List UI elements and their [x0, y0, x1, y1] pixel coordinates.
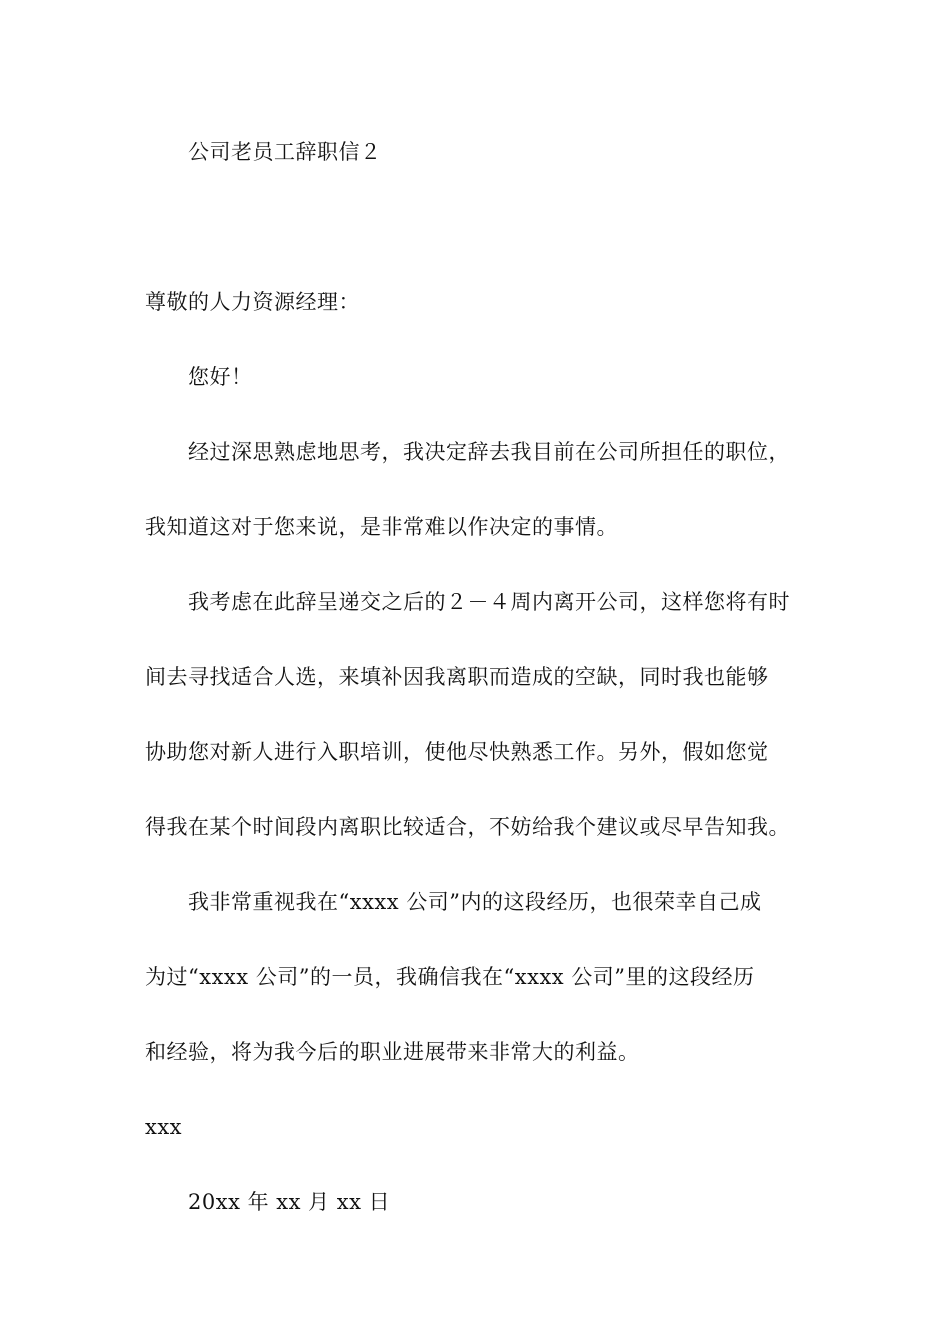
- salutation: 尊敬的人力资源经理：: [145, 290, 360, 314]
- paragraph-3-line-1: 我非常重视我在“xxxx 公司”内的这段经历，也很荣幸自己成: [188, 890, 762, 914]
- signature: xxx: [145, 1115, 183, 1139]
- greeting: 您好！: [188, 365, 253, 389]
- paragraph-1-line-1: 经过深思熟虑地思考，我决定辞去我目前在公司所担任的职位，: [188, 440, 790, 464]
- paragraph-3-line-2: 为过“xxxx 公司”的一员，我确信我在“xxxx 公司”里的这段经历: [145, 965, 755, 989]
- paragraph-3-line-3: 和经验，将为我今后的职业进展带来非常大的利益。: [145, 1040, 640, 1064]
- paragraph-1-line-2: 我知道这对于您来说，是非常难以作决定的事情。: [145, 515, 618, 539]
- date: 20xx 年 xx 月 xx 日: [188, 1190, 391, 1214]
- document-title: 公司老员工辞职信２: [188, 140, 382, 164]
- paragraph-2-line-4: 得我在某个时间段内离职比较适合，不妨给我个建议或尽早告知我。: [145, 815, 790, 839]
- paragraph-2-line-2: 间去寻找适合人选，来填补因我离职而造成的空缺，同时我也能够: [145, 665, 769, 689]
- paragraph-2-line-1: 我考虑在此辞呈递交之后的２－４周内离开公司，这样您将有时: [188, 590, 790, 614]
- paragraph-2-line-3: 协助您对新人进行入职培训，使他尽快熟悉工作。另外，假如您觉: [145, 740, 769, 764]
